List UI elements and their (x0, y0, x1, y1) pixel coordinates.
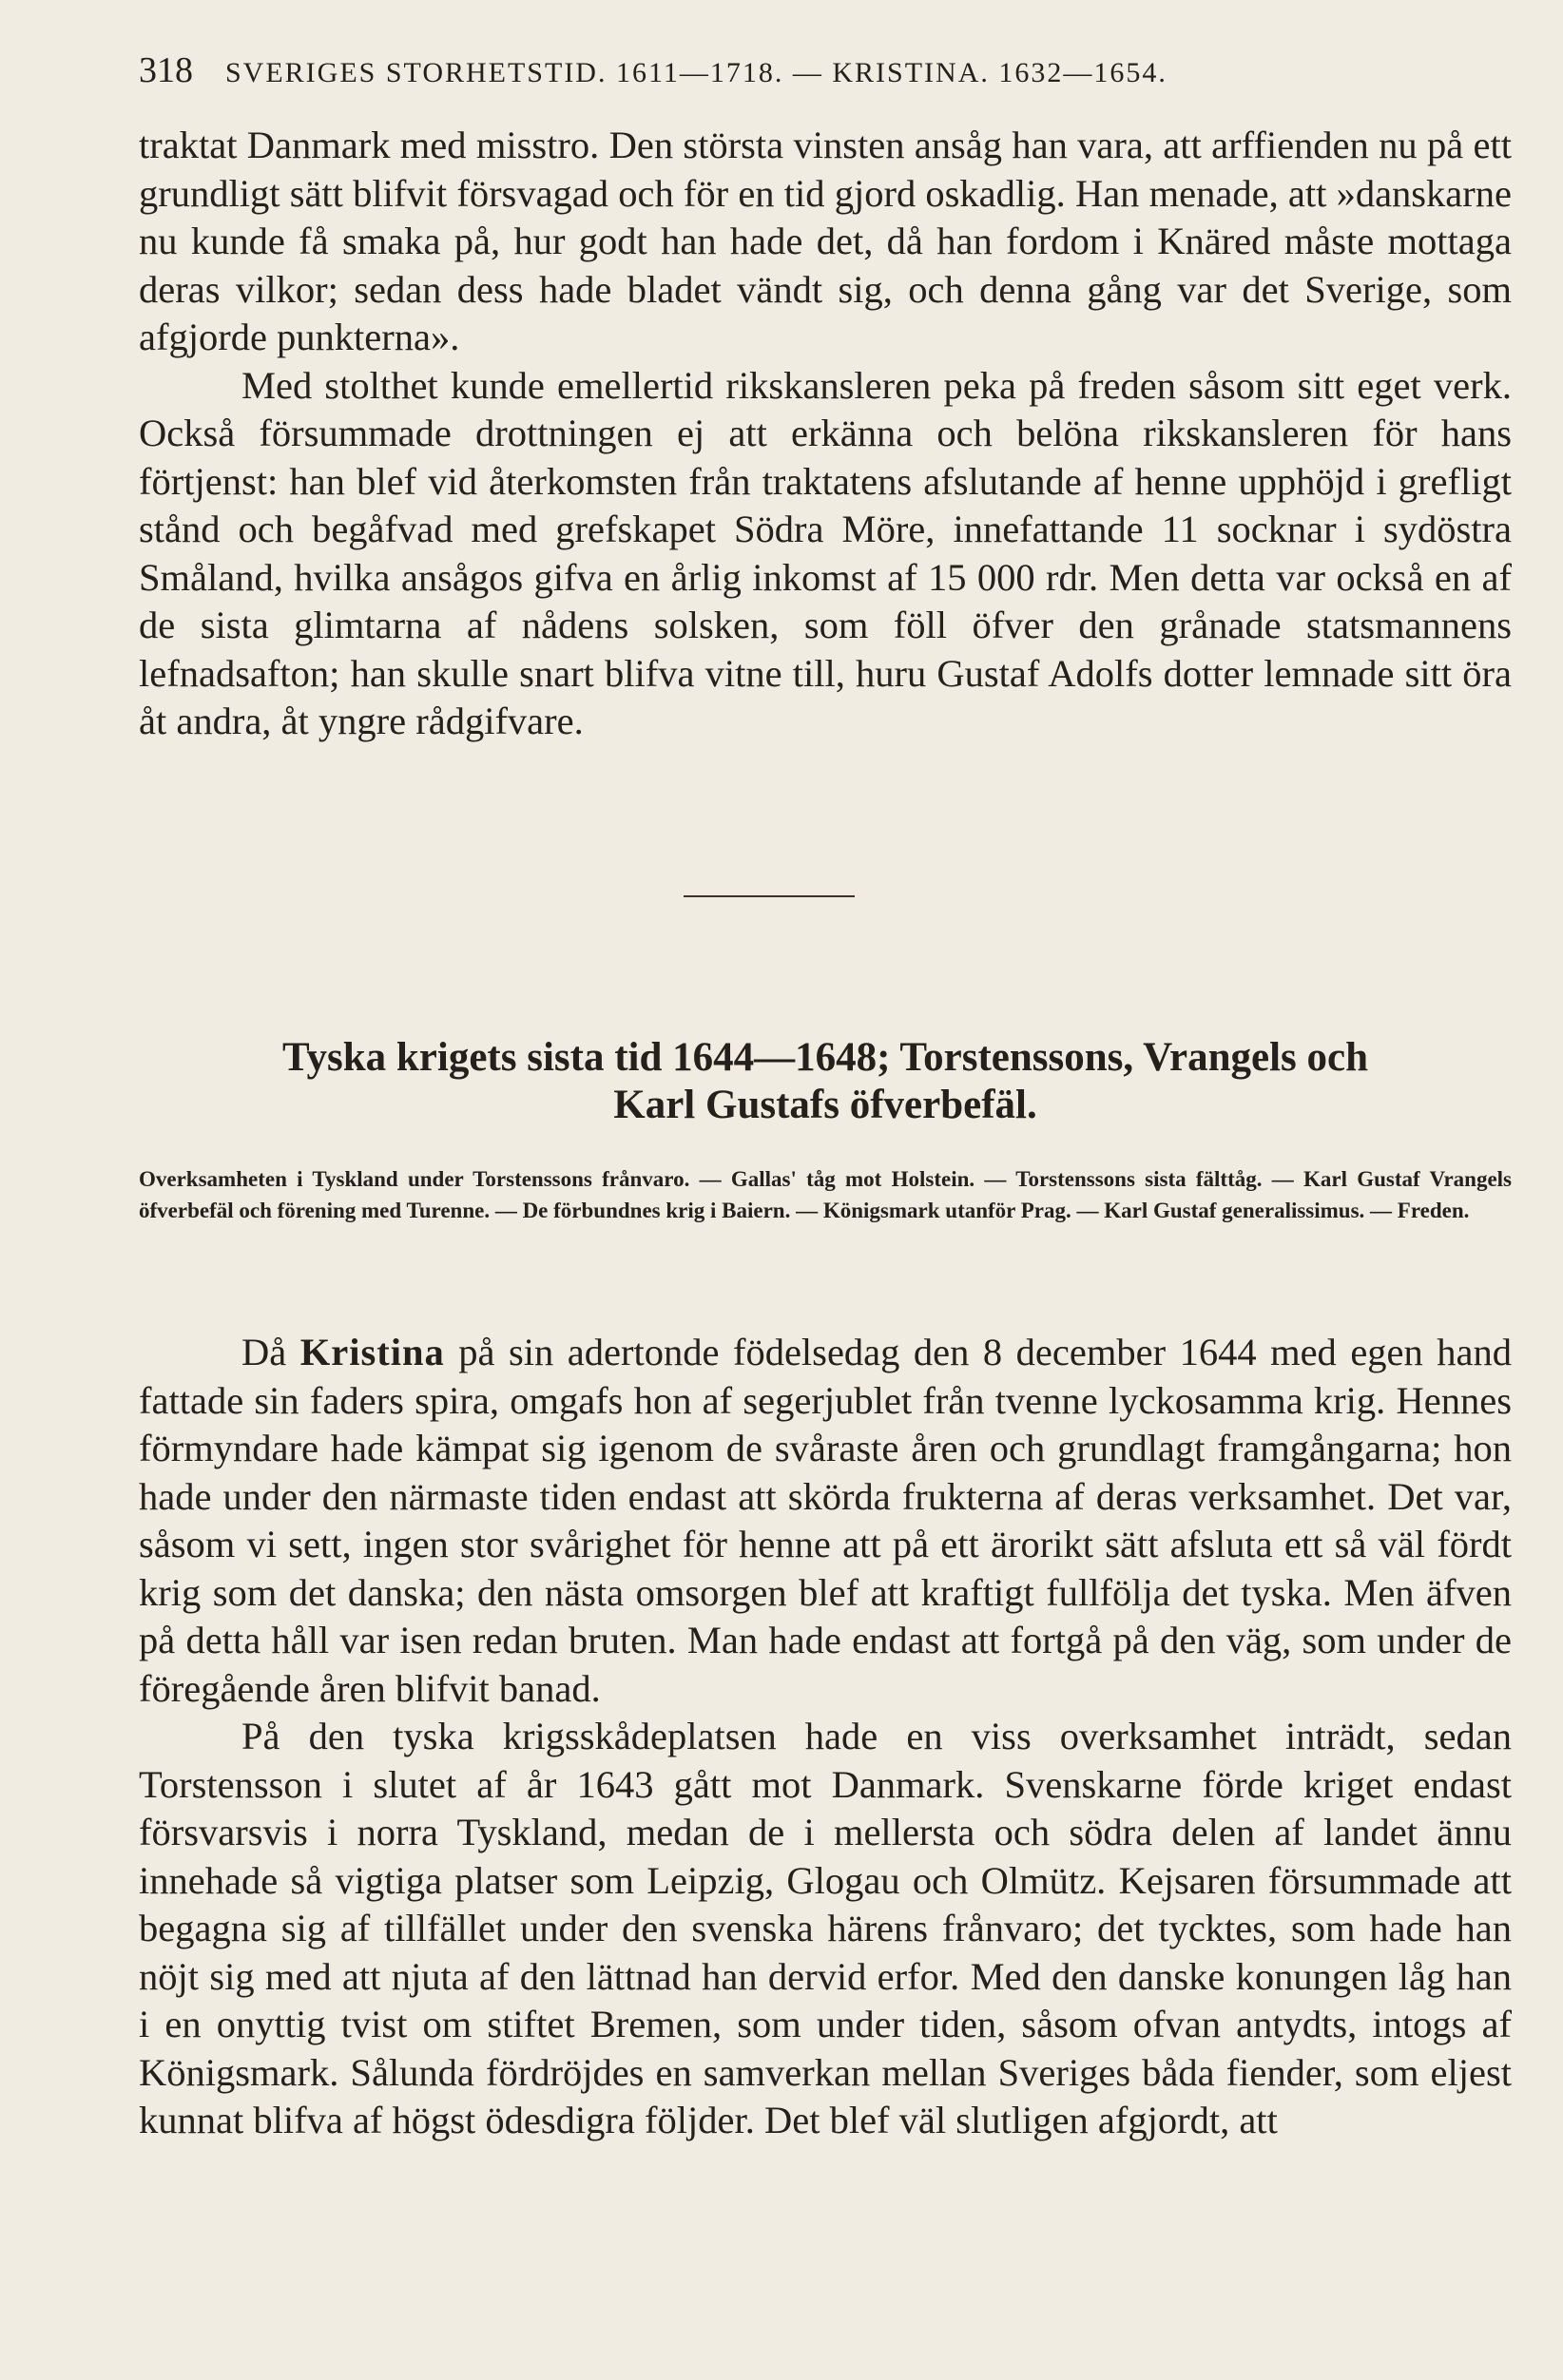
running-title: SVERIGES STORHETSTID. 1611—1718. — KRISTINA. 1632—1654. (225, 57, 1167, 88)
chapter-summary: Overksamheten i Tyskland under Torstenssons frånvaro. — Gallas' tåg mot Holstein. — Torstenssons sista fälttåg. — Karl Gustaf Vrangels öfverbefäl och förening med Turenne. — De förbundnes krig i Baiern. — Königsmark utanför Prag. — Karl Gustaf generalissimus. — Freden. (139, 1167, 1512, 1222)
paragraph-chancellor: Med stolthet kunde emellertid rikskansleren peka på freden såsom sitt eget verk. Också försummade drottningen ej att erkänna och belöna rikskansleren för hans förtjenst: han blef vid återkomsten från traktatens afslutande af henne upphöjd i grefligt stånd och begåfvad med grefskapet Södra Möre, innefattande 11 socknar i sydöstra Småland, hvilka ansågos gifva en årlig inkomst af 15 000 rdr. Men detta var också en af de sista glimtarna af nådens solsken, som föll öfver den grånade statsmannens lefnadsafton; han skulle snart blifva vitne till, huru Gustaf Adolfs dotter lemnade sitt öra åt andra, åt yngre rådgifvare. (139, 363, 1512, 742)
continued-text-section (139, 122, 1512, 746)
paragraph-kristina-rest: på sin adertonde födelsedag den 8 december 1644 med egen hand fattade sin faders spira, omgafs hon af segerjublet från tvenne lyckosamma krig. Hennes förmyndare hade kämpat sig igenom de svåraste åren och grundlagt framgångarna; hon hade under den närmaste tiden endast att skörda frukterna af deras verksamhet. Det var, såsom vi sett, ingen stor svårighet för henne att på ett ärorikt sätt afsluta ett så väl fördt krig som det danska; den nästa omsorgen blef att kraftigt fullfölja det tyska. Men äfven på detta håll var isen redan bruten. Man hade endast att fortgå på den väg, som under de föregående åren blifvit banad. (139, 1331, 1513, 1710)
running-header (139, 49, 1432, 90)
emphasized-name: Kristina (299, 1331, 445, 1373)
section-divider (684, 895, 855, 897)
chapter-text-section (139, 1329, 1512, 2145)
chapter-heading-line-2: Karl Gustafs öfverbefäl. (613, 1083, 1037, 1127)
paragraph-german-theatre: På den tyska krigsskådeplatsen hade en viss overksamhet inträdt, sedan Torstensson i slutet af år 1643 gått mot Danmark. Svenskarne förde kriget endast försvarsvis i norra Tyskland, medan de i mellersta och södra delen af landet ännu innehade så vigtiga platser som Leipzig, Glogau och Olmütz. Kejsaren försummade att begagna sig af tillfället under den svenska härens frånvaro; det tycktes, som hade han nöjt sig med att njuta af den lättnad han dervid erfor. Med den danske konungen låg han i en onyttig tvist om stiftet Bremen, som under tiden, såsom ofvan antydts, intogs af Königsmark. Sålunda fördröjdes en samverkan mellan Sveriges båda fiender, som eljest kunnat blifva af högst ödesdigra följder. Det blef väl slutligen afgjordt, att (139, 1715, 1512, 2141)
chapter-heading-line-1: Tyska krigets sista tid 1644—1648; Torstenssons, Vrangels och (281, 1035, 1369, 1080)
paragraph-continued: traktat Danmark med misstro. Den största vinsten ansåg han vara, att arffienden nu på ett grundligt sätt blifvit försvagad och för en tid gjord oskadlig. Han menade, att »danskarne nu kunde få smaka på, hur godt han hade det, då han fordom i Knäred måste mottaga deras vilkor; sedan dess hade bladet vändt sig, och denna gång var det Sverige, som afgjorde punkterna». (139, 124, 1512, 358)
paragraph-kristina (139, 1329, 1512, 1713)
paragraph-kristina-start: Då (241, 1331, 287, 1373)
page-number: 318 (139, 50, 193, 90)
chapter-heading (139, 1034, 1512, 1129)
